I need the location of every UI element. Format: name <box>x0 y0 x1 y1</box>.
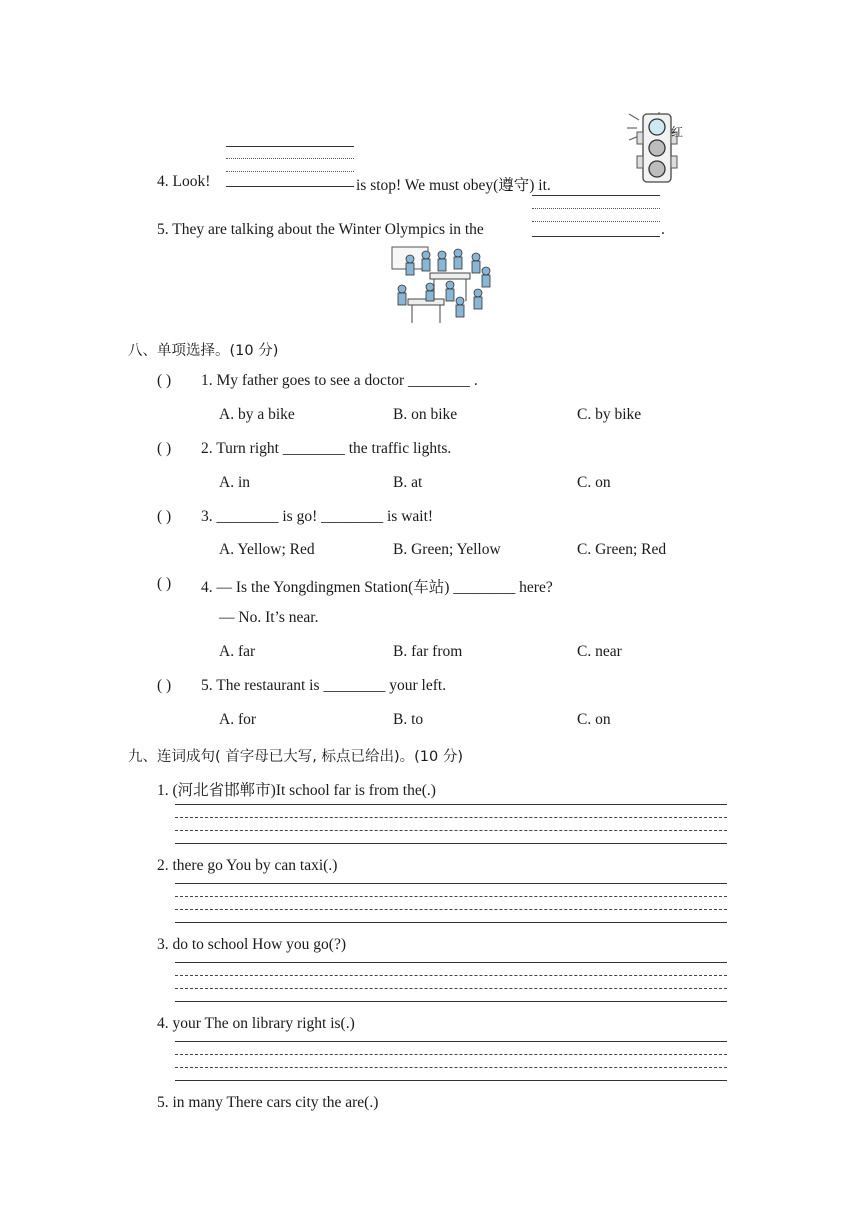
option-c: C. Green; Red <box>577 541 667 558</box>
option-c: C. by bike <box>577 406 642 423</box>
option-b: B. to <box>393 711 424 728</box>
sentence-prompt-3: 3. do to school How you go(?) <box>157 936 346 953</box>
sentence-prompt-5: 5. in many There cars city the are(.) <box>157 1094 379 1111</box>
option-b: B. far from <box>393 643 463 660</box>
option-a: A. by a bike <box>219 406 295 423</box>
option-b: B. at <box>393 474 423 491</box>
option-b: B. on bike <box>393 406 458 423</box>
traffic-light-image <box>625 110 687 188</box>
option-a: A. far <box>219 643 256 660</box>
option-c: C. on <box>577 474 611 491</box>
question-text: 4. — Is the Yongdingmen Station(车站) ________ here? <box>201 579 553 596</box>
answer-bracket[interactable]: ( ) <box>157 440 172 457</box>
question-text: 3. ________ is go! ________ is wait! <box>201 508 434 525</box>
q5-period: . <box>661 221 665 238</box>
writing-lines-2[interactable] <box>175 883 727 923</box>
q5-text: 5. They are talking about the Winter Olympics in the <box>157 221 484 238</box>
question-text: 1. My father goes to see a doctor ________ . <box>201 372 478 389</box>
option-a: A. Yellow; Red <box>219 541 315 558</box>
section-9-title: 九、连词成句( 首字母已大写, 标点已给出)。(10 分) <box>128 749 464 765</box>
writing-lines-3[interactable] <box>175 962 727 1002</box>
q4-number: 4. Look! <box>157 173 211 190</box>
section-8-title: 八、单项选择。(10 分) <box>128 343 279 359</box>
option-b: B. Green; Yellow <box>393 541 501 558</box>
option-a: A. for <box>219 711 257 728</box>
answer-bracket[interactable]: ( ) <box>157 508 172 525</box>
q4-text: is stop! We must obey(遵守) it. <box>356 177 551 194</box>
sentence-prompt-1: 1. (河北省邯郸市)It school far is from the(.) <box>157 782 436 799</box>
answer-bracket[interactable]: ( ) <box>157 372 172 389</box>
question-text: 5. The restaurant is ________ your left. <box>201 677 447 694</box>
writing-lines-4[interactable] <box>175 1041 727 1081</box>
question-reply: — No. It’s near. <box>219 609 319 626</box>
traffic-light-label: 红 <box>671 125 684 139</box>
sentence-prompt-2: 2. there go You by can taxi(.) <box>157 857 338 874</box>
question-text: 2. Turn right ________ the traffic lights. <box>201 440 452 457</box>
writing-lines-1[interactable] <box>175 804 727 844</box>
answer-bracket[interactable]: ( ) <box>157 575 172 592</box>
classroom-image <box>390 241 498 327</box>
sentence-prompt-4: 4. your The on library right is(.) <box>157 1015 355 1032</box>
answer-bracket[interactable]: ( ) <box>157 677 172 694</box>
option-c: C. near <box>577 643 622 660</box>
option-c: C. on <box>577 711 611 728</box>
option-a: A. in <box>219 474 250 491</box>
